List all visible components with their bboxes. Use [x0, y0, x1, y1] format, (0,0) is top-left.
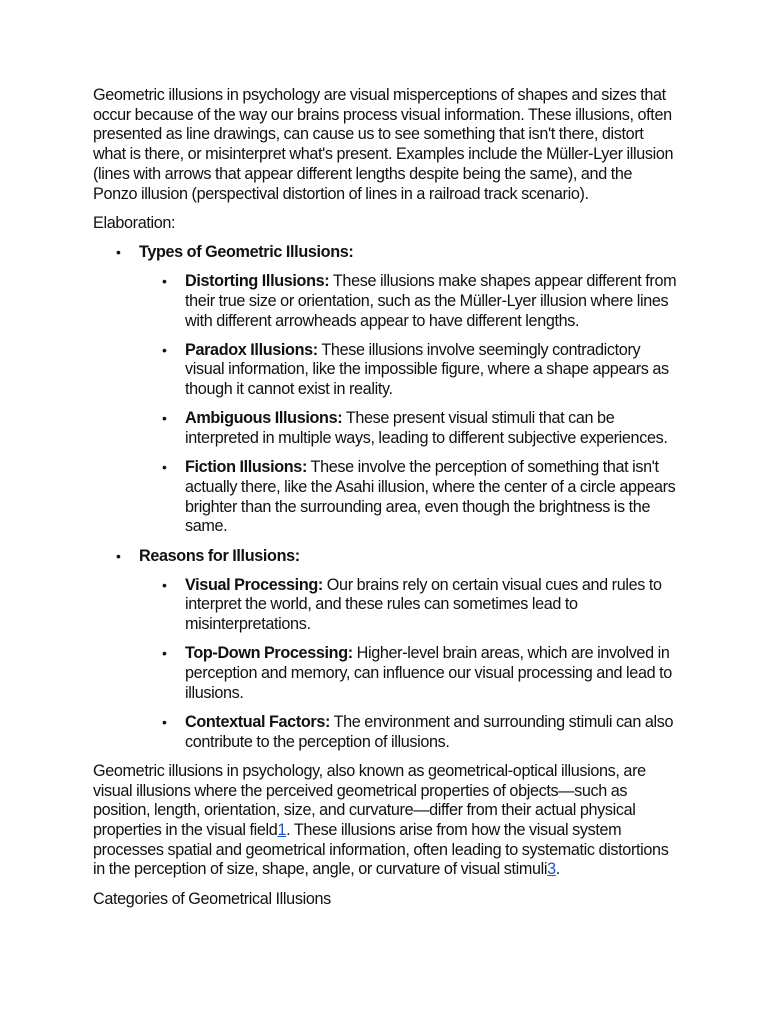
section-types	[93, 243, 677, 537]
list-item	[139, 713, 677, 752]
reference-link-1[interactable]: 1	[277, 821, 287, 839]
closing-text-1: Geometric illusions in psychology, also known as geometrical-optical illusions, are visual illusions where the perceived geometrical properties of objects—such as position, length, orientation, size, and curvature—differ from their actual physical properties in the visual field	[93, 761, 646, 839]
bullet-icon: •	[116, 547, 121, 564]
section-list	[93, 243, 677, 752]
categories-heading: Categories of Geometrical Illusions	[93, 889, 331, 908]
item-term: Paradox Illusions:	[185, 340, 318, 359]
item-text: These involve the perception of something that isn't actually there, like the Asahi illusion, where the center of a circle appears brighter than the surrounding area, even though the brightness is the same.	[185, 458, 676, 536]
item-text: These illusions involve seemingly contradictory visual information, like the impossible figure, where a shape appears as though it cannot exist in reality.	[185, 340, 669, 399]
list-item	[139, 272, 677, 331]
item-term: Contextual Factors:	[185, 712, 331, 731]
bullet-icon: •	[162, 576, 167, 593]
document-page	[93, 86, 677, 919]
list-item	[139, 458, 677, 537]
types-list	[139, 272, 677, 537]
bullet-icon: •	[162, 273, 167, 290]
bullet-icon: •	[162, 341, 167, 358]
item-text: Higher-level brain areas, which are involved in perception and memory, can influence our visual processing and lead to illusions.	[185, 644, 672, 702]
list-item	[139, 409, 677, 448]
reasons-list	[139, 576, 677, 753]
bullet-icon: •	[116, 243, 121, 260]
bullet-icon: •	[162, 459, 167, 476]
intro-paragraph: Geometric illusions in psychology are visual misperceptions of shapes and sizes that occur because of the way our brains process visual information. These illusions, often presented as line drawings, can cause us to see something that isn't there, distort what is there, or misinterpret what's present. Examples include the Müller-Lyer illusion (lines with arrows that appear different lengths despite being the same), and the Ponzo illusion (perspectival distortion of lines in a railroad track scenario).	[93, 86, 674, 203]
item-term: Top-Down Processing:	[185, 644, 353, 663]
item-term: Distorting Illusions:	[185, 272, 330, 291]
closing-paragraph	[93, 762, 677, 880]
closing-text-3: .	[555, 860, 560, 879]
elaboration-label: Elaboration:	[93, 213, 176, 232]
bullet-icon: •	[162, 713, 167, 730]
closing-text-2: . These illusions arise from how the visual system processes spatial and geometrical information, often leading to systematic distortions in the perception of size, shape, angle, or curvature of visual stimuli	[93, 821, 669, 879]
item-term: Ambiguous Illusions:	[185, 409, 343, 428]
list-item	[139, 576, 677, 635]
reference-link-3[interactable]: 3	[547, 860, 556, 879]
item-term: Visual Processing:	[185, 575, 323, 594]
section-reasons	[93, 547, 677, 753]
section-heading: Types of Geometric Illusions:	[139, 242, 354, 261]
item-text: These present visual stimuli that can be interpreted in multiple ways, leading to different subjective experiences.	[185, 409, 668, 448]
item-term: Fiction Illusions:	[185, 458, 307, 477]
section-heading: Reasons for Illusions:	[139, 546, 300, 565]
item-text: Our brains rely on certain visual cues and rules to interpret the world, and these rules can sometimes lead to misinterpretations.	[185, 575, 662, 634]
bullet-icon: •	[162, 410, 167, 427]
item-text: The environment and surrounding stimuli can also contribute to the perception of illusions.	[185, 712, 674, 751]
bullet-icon: •	[162, 645, 167, 662]
list-item	[139, 341, 677, 400]
item-text: These illusions make shapes appear different from their true size or orientation, such as the Müller-Lyer illusion where lines with different arrowheads appear to have different lengths.	[185, 272, 677, 330]
list-item	[139, 644, 677, 703]
